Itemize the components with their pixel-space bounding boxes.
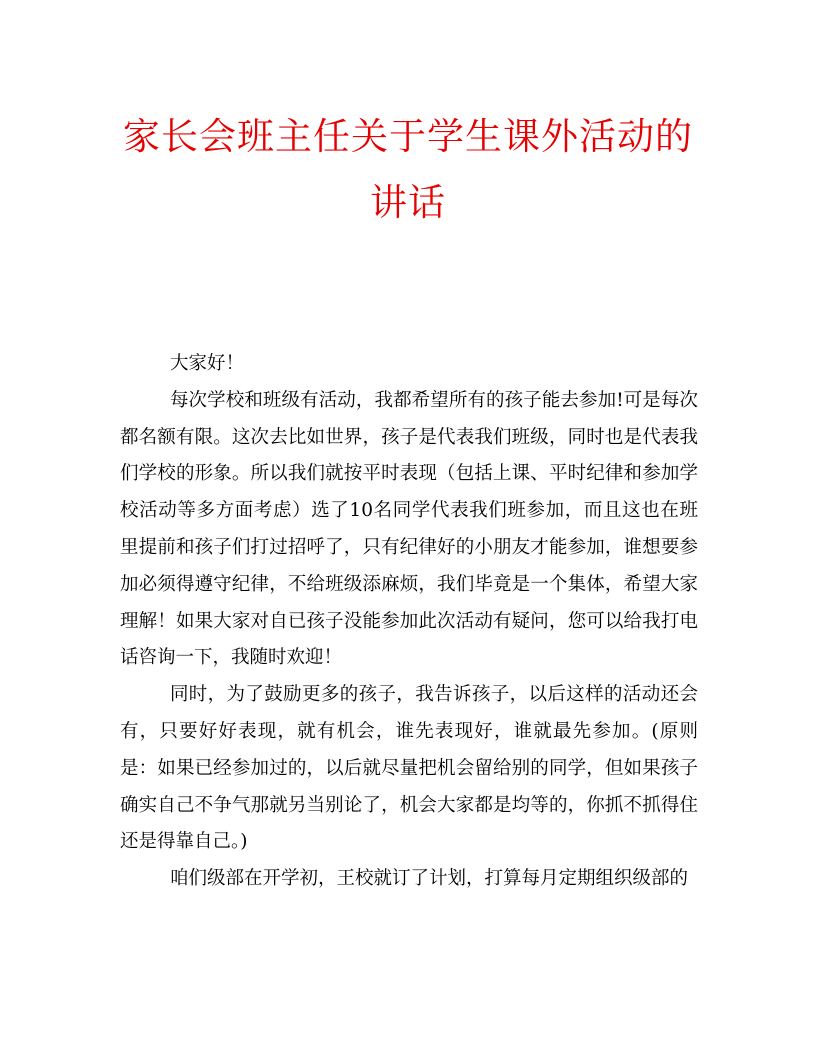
document-body <box>120 346 698 898</box>
paragraph-grade-plan: 咱们级部在开学初，王校就订了计划，打算每月定期组织级部的 <box>169 868 688 890</box>
paragraph-activity-quota: 每次学校和班级有活动，我都希望所有的孩子能去参加!可是每次都名额有限。这次去比如世界，孩子是代表我们班级，同时也是代表我们学校的形象。所以我们就按平时表现（包括上课、平时纪律和参加学校活动等多方面考虑）选了10名同学代表我们班参加，而且这也在班里提前和孩子们打过招呼了，只有纪律好的小朋友才能参加，谁想要参加必须得遵守纪律，不给班级添麻烦，我们毕竟是一个集体，希望大家理解！如果大家对自已孩子没能参加此次活动有疑问，您可以给我打电话咨询一下，我随时欢迎！ <box>120 389 698 669</box>
paragraph-encouragement: 同时，为了鼓励更多的孩子，我告诉孩子，以后这样的活动还会有，只要好好表现，就有机会，谁先表现好，谁就最先参加。(原则是：如果已经参加过的，以后就尽量把机会留给别的同学，但如果孩子确实自己不争气那就另当别论了，机会大家都是均等的，你抓不抓得住还是得靠自己。) <box>120 684 698 853</box>
paragraph-greeting: 大家好！ <box>169 353 244 374</box>
document-title: 家长会班主任关于学生课外活动的讲话 <box>123 115 693 224</box>
